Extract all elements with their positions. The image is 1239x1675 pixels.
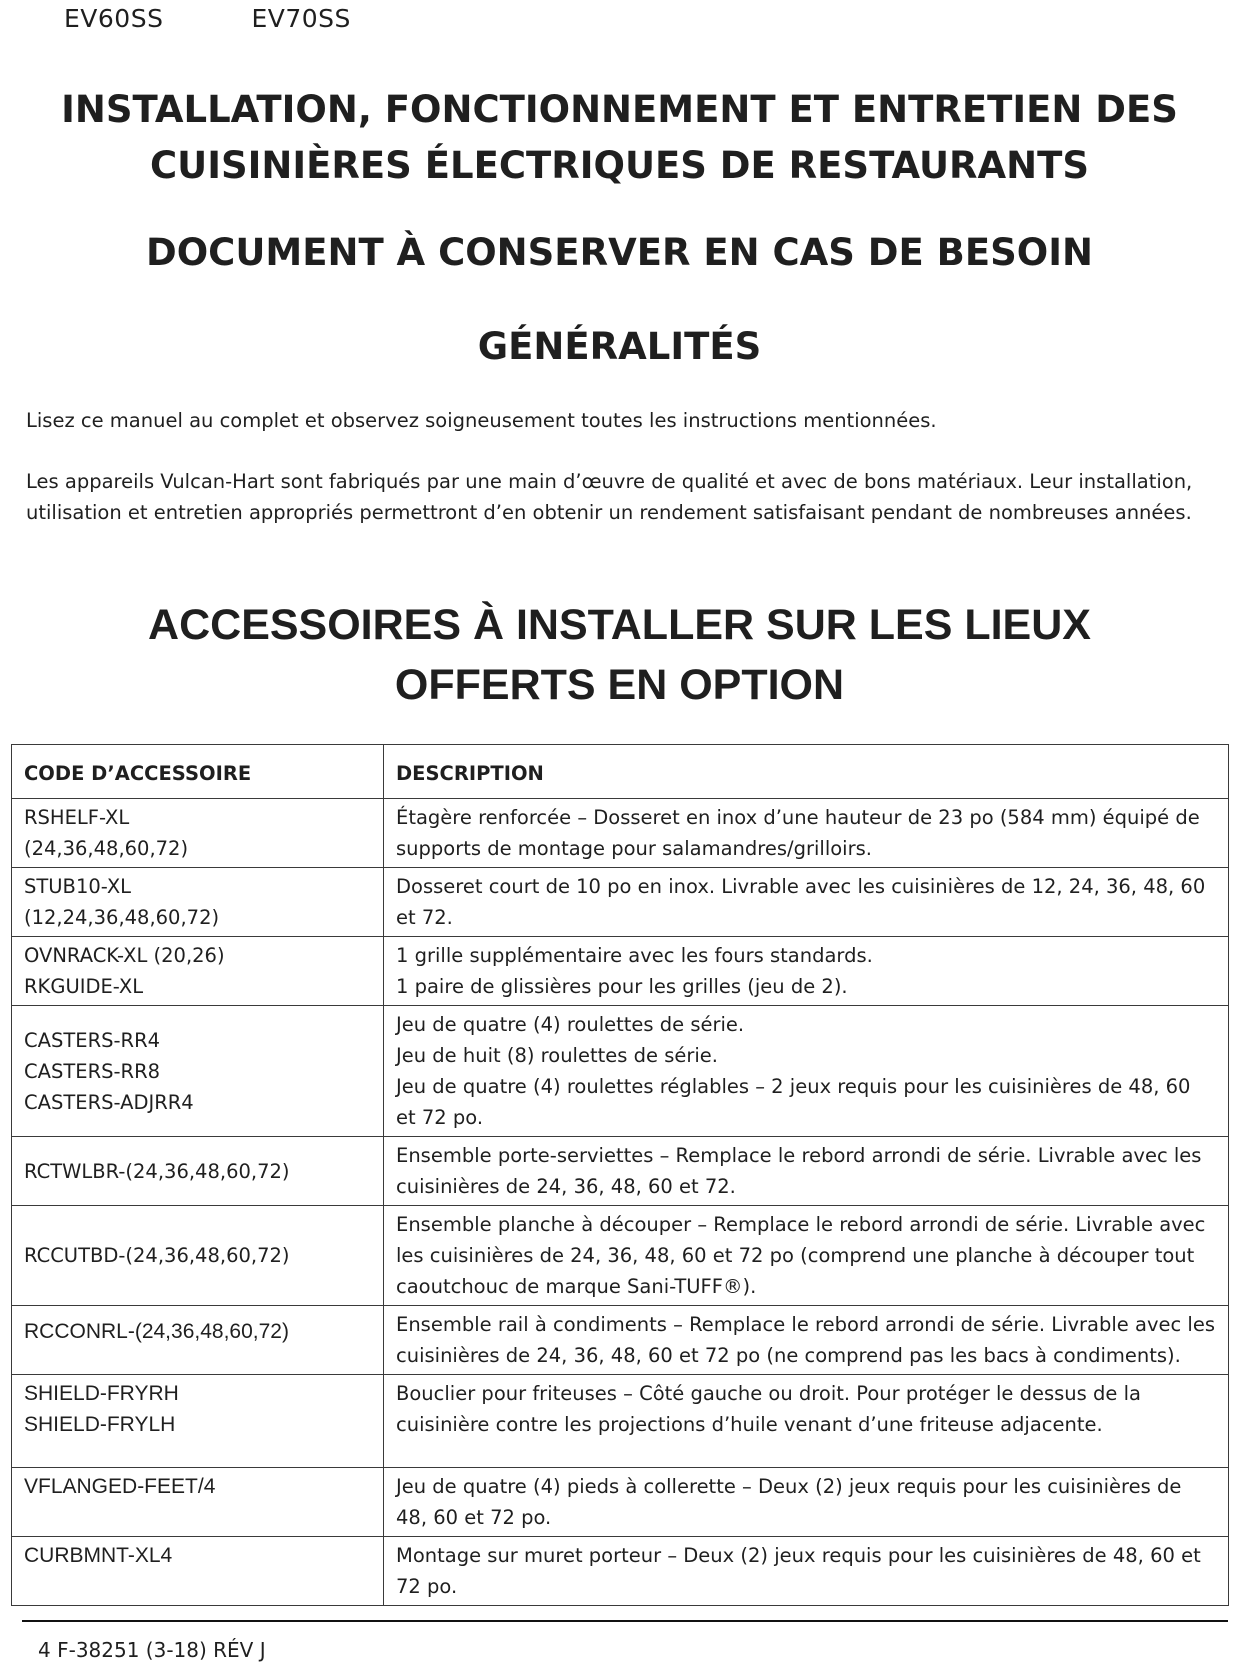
code-line: SHIELD-FRYLH [24,1413,176,1436]
accessory-code [12,1468,384,1537]
table-row [12,1537,1229,1606]
code-line: RCCUTBD-(24,36,48,60,72) [24,1244,290,1267]
accessory-description [384,1537,1229,1606]
accessory-description [384,937,1229,1006]
description-line: Ensemble rail à condiments – Remplace le rebord arrondi de série. Livrable avec les cuisinières de 24, 36, 48, 60 et 72 po (ne comprend pas les bacs à condiments). [396,1313,1215,1367]
code-line: CASTERS-RR4 [24,1028,161,1052]
table-row [12,1006,1229,1137]
description-line: Dosseret court de 10 po en inox. Livrable avec les cuisinières de 12, 24, 36, 48, 60 et 72. [396,875,1206,929]
accessory-code [12,1006,384,1137]
general-section-title: GÉNÉRALITÉS [477,325,762,368]
table-header-row [12,745,1229,799]
page-number: 4 [38,1638,51,1662]
page-footer [38,1638,266,1662]
accessories-heading-line-2: OFFERTS EN OPTION [394,661,845,709]
intro-paragraph-1: Lisez ce manuel au complet et observez soigneusement toutes les instructions mentionnées. [26,409,937,432]
accessory-description [384,1137,1229,1206]
accessory-code [12,1306,384,1375]
table-row [12,1137,1229,1206]
accessory-description [384,1468,1229,1537]
table-row [12,1306,1229,1375]
code-line: (24,36,48,60,72) [24,837,189,860]
intro-paragraph-2: Les appareils Vulcan-Hart sont fabriqués par une main d’œuvre de qualité et avec de bons matériaux. Leur installation, utilisation et entretien appropriés permettront d’en obtenir un rendement satisfaisant pendant de nombreuses années. [26,470,1193,524]
keep-document-title: DOCUMENT À CONSERVER EN CAS DE BESOIN [146,231,1093,274]
accessory-code [12,799,384,868]
accessory-description [384,1306,1229,1375]
description-line: Jeu de quatre (4) roulettes réglables – 2 jeux requis pour les cuisinières de 48, 60 et 72 po. [396,1075,1191,1129]
code-line: (12,24,36,48,60,72) [24,906,220,929]
code-line: RCCONRL-(24,36,48,60,72) [24,1320,289,1343]
code-line: SHIELD-FRYRH [24,1382,179,1405]
description-line: Jeu de quatre (4) roulettes de série. [396,1013,745,1036]
table-row [12,1375,1229,1468]
description-line: Ensemble porte-serviettes – Remplace le rebord arrondi de série. Livrable avec les cuisinières de 24, 36, 48, 60 et 72. [396,1144,1202,1198]
main-title-line-2: CUISINIÈRES ÉLECTRIQUES DE RESTAURANTS [150,144,1089,187]
accessory-description [384,1375,1229,1468]
accessory-code [12,868,384,937]
code-line: CURBMNT-XL4 [24,1544,173,1567]
code-line: RSHELF-XL [24,806,130,829]
code-line: CASTERS-RR8 [24,1059,161,1083]
code-line: CASTERS-ADJRR4 [24,1090,194,1114]
table-row [12,799,1229,868]
table-row [12,1468,1229,1537]
accessory-code [12,1206,384,1306]
description-line: Jeu de huit (8) roulettes de série. [396,1044,718,1067]
main-title-line-1: INSTALLATION, FONCTIONNEMENT ET ENTRETIEN DES [61,88,1178,131]
code-line: OVNRACK-XL (20,26) [24,944,225,967]
description-line: 1 paire de glissières pour les grilles (jeu de 2). [396,975,848,998]
accessory-description [384,1006,1229,1137]
accessory-code [12,1375,384,1468]
column-header-description: DESCRIPTION [384,745,1229,799]
model-ev70ss: EV70SS [251,4,351,33]
accessory-description [384,1206,1229,1306]
code-line: VFLANGED-FEET/4 [24,1475,216,1498]
accessories-table [11,744,1229,1606]
model-numbers [64,4,351,33]
model-ev60ss: EV60SS [64,4,164,33]
description-line: Jeu de quatre (4) pieds à collerette – Deux (2) jeux requis pour les cuisinières de 48, 60 et 72 po. [396,1475,1182,1529]
document-reference: F-38251 (3-18) RÉV J [57,1638,266,1662]
description-line: Bouclier pour friteuses – Côté gauche ou droit. Pour protéger le dessus de la cuisinière contre les projections d’huile venant d’une friteuse adjacente. [396,1382,1141,1436]
code-line: RCTWLBR-(24,36,48,60,72) [24,1159,290,1183]
accessories-heading [0,595,1239,715]
description-line: Étagère renforcée – Dosseret en inox d’une hauteur de 23 po (584 mm) équipé de supports de montage pour salamandres/grilloirs. [396,806,1200,860]
footer-rule [22,1620,1228,1622]
column-header-code: CODE D’ACCESSOIRE [12,745,384,799]
table-row [12,937,1229,1006]
accessory-code [12,1537,384,1606]
code-line: RKGUIDE-XL [24,975,144,998]
accessories-heading-line-1: ACCESSOIRES À INSTALLER SUR LES LIEUX [148,601,1091,649]
description-line: 1 grille supplémentaire avec les fours standards. [396,944,873,967]
table-row [12,1206,1229,1306]
description-line: Montage sur muret porteur – Deux (2) jeux requis pour les cuisinières de 48, 60 et 72 po. [396,1544,1201,1598]
main-title [0,82,1239,194]
accessory-code [12,937,384,1006]
code-line: STUB10-XL [24,875,132,898]
accessory-code [12,1137,384,1206]
accessory-description [384,799,1229,868]
accessory-description [384,868,1229,937]
table-row [12,868,1229,937]
description-line: Ensemble planche à découper – Remplace le rebord arrondi de série. Livrable avec les cuisinières de 24, 36, 48, 60 et 72 po (comprend une planche à découper tout caoutchouc de marque Sani-TUFF®). [396,1213,1206,1298]
